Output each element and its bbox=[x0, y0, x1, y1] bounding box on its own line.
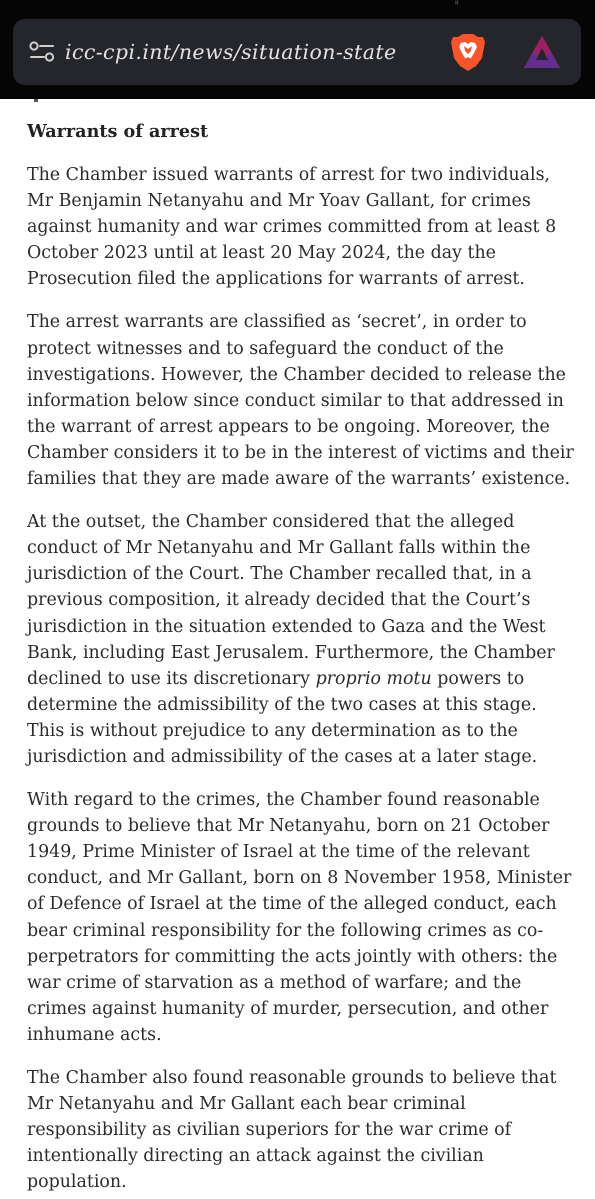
text-line: against humanity and war crimes committed from at least 8 bbox=[27, 217, 557, 238]
text-line: Mr Benjamin Netanyahu and Mr Yoav Gallant, for crimes bbox=[27, 191, 531, 212]
article-page bbox=[0, 99, 595, 1199]
article-content bbox=[27, 119, 587, 1199]
text-line: Mr Netanyahu and Mr Gallant each bear criminal bbox=[27, 1094, 466, 1115]
paragraph bbox=[27, 787, 587, 1048]
paragraph bbox=[27, 1065, 587, 1195]
browser-toolbar bbox=[0, 0, 595, 104]
text-segment: declined to use its discretionary bbox=[27, 668, 316, 689]
text-line: jurisdiction in the situation extended to Gaza and the West bbox=[27, 616, 546, 637]
text-line: The Chamber also found reasonable grounds to believe that bbox=[27, 1068, 557, 1088]
text-line: responsibility as civilian superiors for the war crime of bbox=[27, 1120, 512, 1141]
text-line: Bank, including East Jerusalem. Furthermore, the Chamber bbox=[27, 642, 555, 663]
paragraph bbox=[27, 509, 587, 770]
text-line: grounds to believe that Mr Netanyahu, born on 21 October bbox=[27, 816, 550, 837]
scroll-indicator bbox=[34, 99, 38, 102]
address-bar[interactable] bbox=[13, 19, 581, 85]
text-line: This is without prejudice to any determination as to the bbox=[27, 720, 518, 741]
text-line: bear criminal responsibility for the following crimes as co- bbox=[27, 920, 544, 941]
text-line: determine the admissibility of the two cases at this stage. bbox=[27, 694, 537, 715]
text-line: conduct of Mr Netanyahu and Mr Gallant falls within the bbox=[27, 538, 531, 559]
text-line: families that they are made aware of the warrants’ existence. bbox=[27, 469, 571, 490]
bat-rewards-icon[interactable] bbox=[522, 34, 562, 70]
text-line-with-italic bbox=[27, 666, 587, 692]
text-line: jurisdiction of the Court. The Chamber recalled that, in a bbox=[27, 564, 532, 585]
paragraph bbox=[27, 162, 587, 292]
url-text[interactable]: icc-cpi.int/news/situation-state bbox=[65, 40, 397, 64]
text-line: At the outset, the Chamber considered that the alleged bbox=[27, 512, 515, 533]
status-indicator: ᴵᴵ bbox=[455, 0, 459, 11]
text-line: previous composition, it already decided that the Court’s bbox=[27, 590, 531, 611]
text-line: inhumane acts. bbox=[27, 1024, 162, 1045]
brave-shields-icon[interactable] bbox=[449, 33, 487, 73]
text-line: protect witnesses and to safeguard the conduct of the bbox=[27, 338, 504, 359]
text-line: conduct, and Mr Gallant, born on 8 November 1958, Minister bbox=[27, 868, 572, 889]
text-line: Prosecution filed the applications for warrants of arrest. bbox=[27, 269, 525, 290]
text-line: of Defence of Israel at the time of the alleged conduct, each bbox=[27, 894, 557, 915]
text-line: the warrant of arrest appears to be ongoing. Moreover, the bbox=[27, 416, 550, 437]
text-line: intentionally directing an attack against the civilian bbox=[27, 1146, 484, 1167]
text-line: information below since conduct similar to that addressed in bbox=[27, 390, 564, 411]
text-line: October 2023 until at least 20 May 2024, the day the bbox=[27, 243, 496, 264]
text-line: perpetrators for committing the acts jointly with others: the bbox=[27, 946, 558, 967]
paragraph bbox=[27, 309, 587, 492]
section-heading: Warrants of arrest bbox=[27, 121, 209, 142]
text-line: The arrest warrants are classified as ‘secret’, in order to bbox=[27, 312, 527, 333]
text-line: The Chamber issued warrants of arrest for two individuals, bbox=[27, 165, 551, 185]
status-bar bbox=[0, 0, 595, 18]
text-segment: powers to bbox=[431, 668, 525, 689]
text-line: investigations. However, the Chamber decided to release the bbox=[27, 364, 566, 385]
site-settings-icon[interactable] bbox=[29, 41, 55, 63]
latin-phrase: proprio motu bbox=[315, 668, 432, 689]
text-line: Chamber considers it to be in the interest of victims and their bbox=[27, 442, 574, 463]
text-line: With regard to the crimes, the Chamber found reasonable bbox=[27, 790, 540, 811]
text-line: war crime of starvation as a method of warfare; and the bbox=[27, 972, 522, 993]
text-line: 1949, Prime Minister of Israel at the time of the relevant bbox=[27, 842, 530, 863]
text-line: crimes against humanity of murder, persecution, and other bbox=[27, 998, 549, 1019]
text-line: population. bbox=[27, 1172, 127, 1193]
text-line: jurisdiction and admissibility of the cases at a later stage. bbox=[27, 746, 538, 767]
